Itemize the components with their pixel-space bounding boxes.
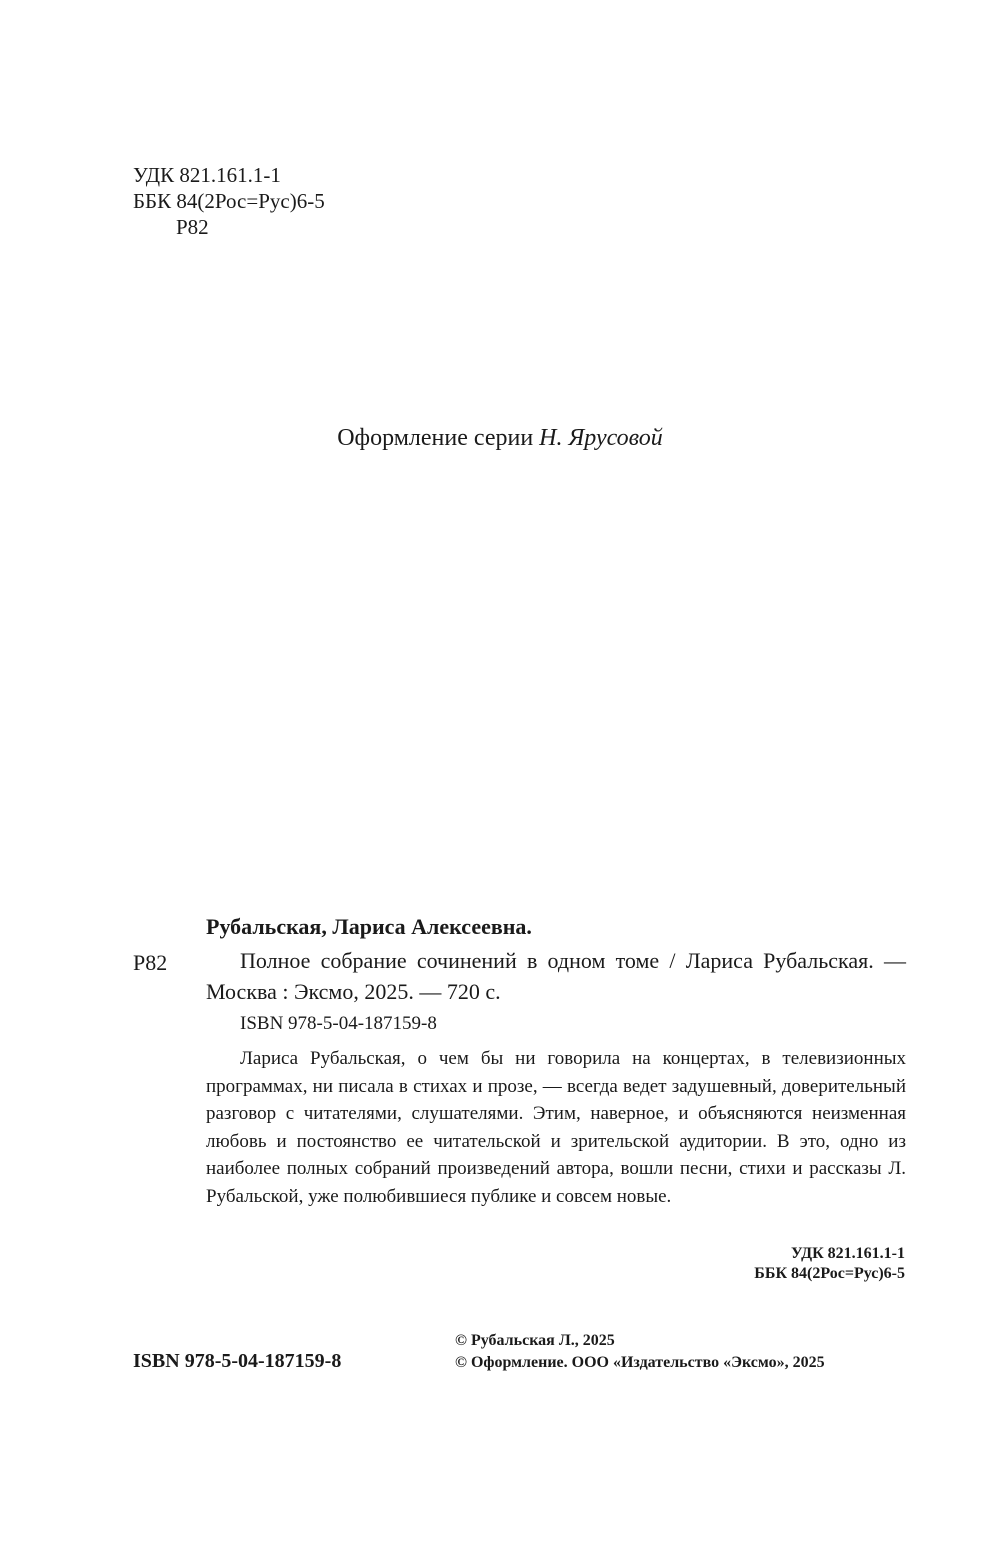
catalog-author-code: Р82 (133, 950, 168, 975)
series-credit-prefix: Оформление серии (337, 425, 534, 451)
copyright-design: © Оформление. ООО «Издательство «Эксмо», 2025 (455, 1354, 825, 1371)
copyright-author: © Рубальская Л., 2025 (455, 1332, 615, 1349)
header-udc: УДК 821.161.1-1 (133, 163, 281, 187)
series-credit-designer: Н. Ярусовой (539, 425, 663, 451)
catalog-title: Полное собрание сочинений в одном томе / Лариса Рубальская. — Москва : Эксмо, 2025. — 720 с. (206, 948, 906, 1004)
catalog-udc: УДК 821.161.1-1 (790, 1245, 905, 1262)
catalog-bbk: ББК 84(2Рос=Рус)6-5 (754, 1265, 905, 1282)
header-bbk: ББК 84(2Рос=Рус)6-5 (133, 189, 325, 213)
series-credit (0, 423, 1000, 453)
catalog-annotation: Лариса Рубальская, о чем бы ни говорила на концертах, в телевизионных программах, ни писала в стихах и прозе, — всегда ведет задушевный, доверительный разговор с читателями, слушателями. Этим, наверное, и объясняются неизменная любовь и постоянство ее читательской и зрительской аудитории. В это, одно из наиболее полных собраний произведений автора, вошли песни, стихи и рассказы Л. Рубальской, уже полюбившиеся публике и совсем новые. (206, 1048, 906, 1207)
catalog-author: Рубальская, Лариса Алексеевна. (206, 914, 532, 939)
header-author-code: Р82 (176, 215, 209, 239)
footer-isbn: ISBN 978-5-04-187159-8 (133, 1350, 342, 1372)
catalog-isbn: ISBN 978-5-04-187159-8 (240, 1013, 437, 1034)
